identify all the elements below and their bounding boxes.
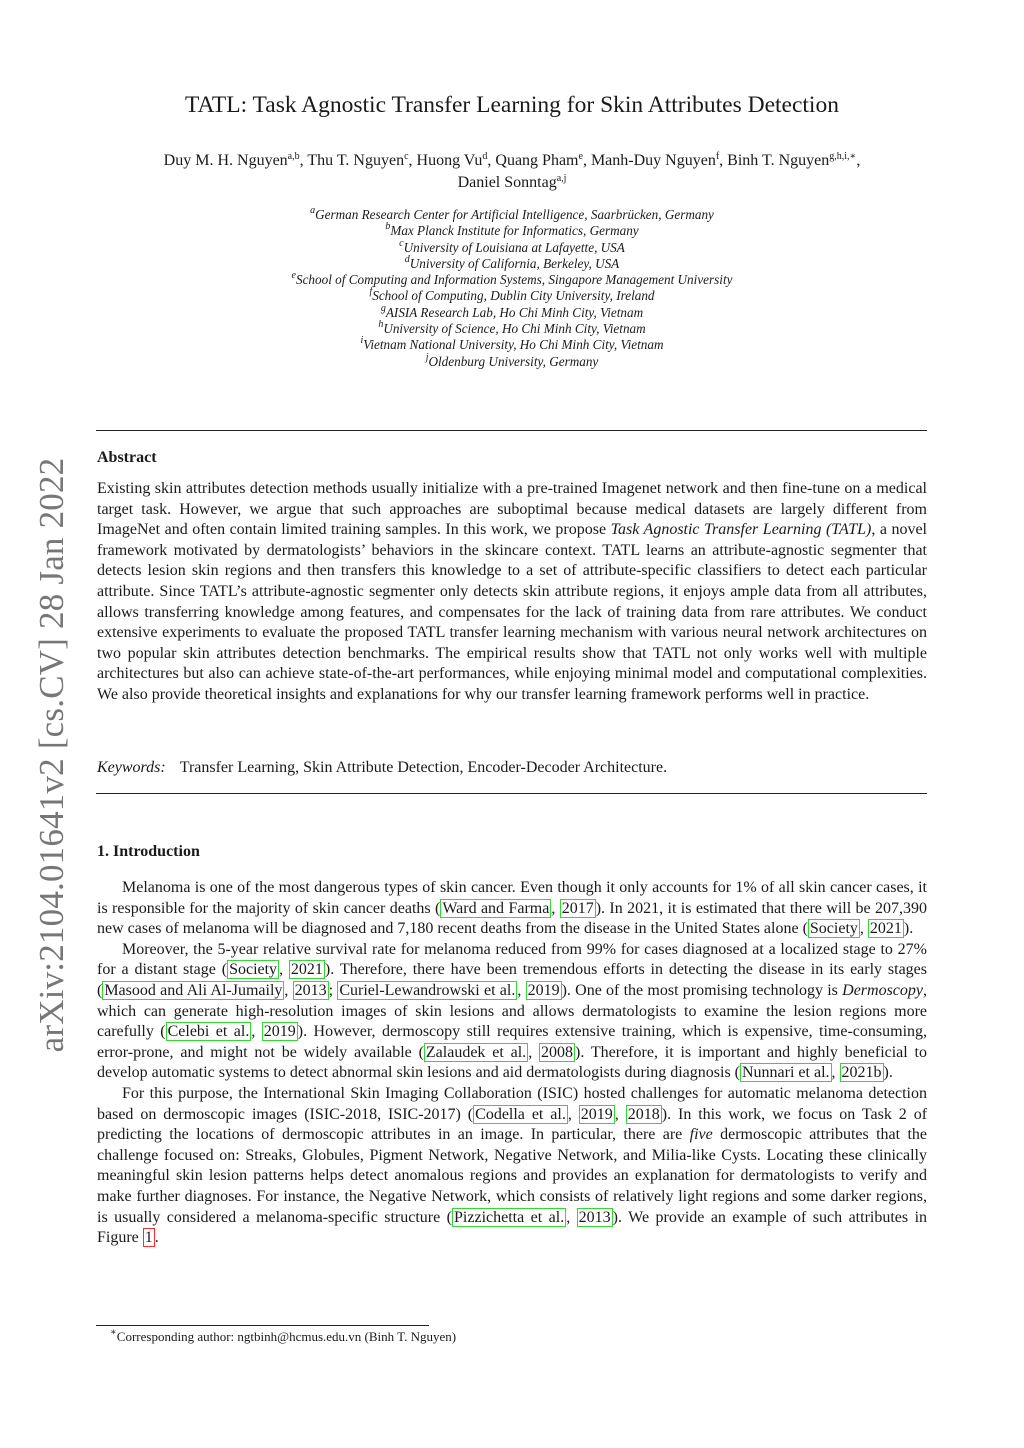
arxiv-identifier xyxy=(22,455,82,1055)
author-name: Duy M. H. Nguyen xyxy=(163,152,288,169)
citation-link[interactable]: 2018 xyxy=(627,1105,660,1123)
affiliation xyxy=(96,321,928,337)
intro-paragraph xyxy=(97,940,927,1084)
abstract-text: , a novel framework motivated by dermatologists’ behaviors in the skincare context. TATL learns an attribute-agnostic segmenter that detects lesion skin regions and then transfers this knowledge to a set of attribute-specific classifiers to detect each particular attribute. Since TATL’s attribute-agnostic segmenter only detects skin attribute regions, it enjoys ample data from all attributes, allows transferring knowledge among features, and compensates for the lack of training data from rare attributes. We conduct extensive experiments to evaluate the proposed TATL transfer learning mechanism with various neural network architectures on two popular skin attributes detection benchmarks. The empirical results show that TATL not only works well with multiple architectures but also can achieve state-of-the-art performances, while enjoying minimal model and computational complexities. We also provide theoretical insights and explanations for why our transfer learning framework performs well in practice. xyxy=(97,521,927,703)
intro-text: ). xyxy=(903,920,914,938)
intro-italic: five xyxy=(689,1126,713,1144)
section-heading-introduction: 1. Introduction xyxy=(97,843,200,860)
author-superscript: e xyxy=(578,151,583,162)
author-superscript: a,b xyxy=(287,151,300,162)
footnote-rule xyxy=(96,1325,429,1326)
intro-text: , xyxy=(551,899,560,917)
affiliation-text: AISIA Research Lab, Ho Chi Minh City, Vietnam xyxy=(385,304,644,320)
citation-link[interactable]: Zalaudek et al. xyxy=(425,1043,527,1061)
intro-text: , xyxy=(279,961,289,979)
affiliation xyxy=(96,207,928,223)
author-superscript: f xyxy=(715,151,720,162)
intro-text: ). One of the most promising technology is xyxy=(561,981,843,999)
citation-link[interactable]: Codella et al. xyxy=(475,1105,566,1123)
intro-text: , xyxy=(567,1105,579,1123)
abstract-heading: Abstract xyxy=(97,449,157,466)
intro-text: Moreover, the 5-year relative survival rate for melanoma reduced from 99% for cases diagnosed at a localized stage to 27% for a distant stage ( xyxy=(97,940,927,979)
affiliation-list xyxy=(96,207,928,370)
intro-text: , xyxy=(284,981,293,999)
citation-link[interactable]: Curiel-Lewandrowski et al. xyxy=(339,981,516,999)
intro-text: ). However, dermoscopy still requires extensive training, which is expensive, time-consuming, error-prone, and might not be widely available ( xyxy=(97,1023,928,1061)
intro-text: , xyxy=(517,981,526,999)
keywords-line xyxy=(97,759,927,777)
author xyxy=(591,152,719,169)
intro-text: ; xyxy=(328,981,338,999)
affiliation xyxy=(96,302,928,321)
intro-text: ). In this work, we focus on Task 2 of predicting the locations of dermoscopic attributes in an image. In particular, there are xyxy=(97,1105,928,1144)
intro-paragraph xyxy=(97,1084,927,1249)
affiliation-mark: b xyxy=(385,221,391,233)
author-name: Quang Pham xyxy=(495,152,579,169)
affiliation-mark: j xyxy=(425,351,429,363)
affiliation-text: Oldenburg University, Germany xyxy=(428,353,599,369)
affiliation xyxy=(96,272,928,288)
citation-link[interactable]: 2013 xyxy=(578,1208,611,1226)
affiliation-mark: f xyxy=(369,286,373,298)
intro-text: , xyxy=(566,1208,577,1226)
citation-link[interactable]: 2019 xyxy=(580,1105,613,1123)
intro-text: dermoscopic attributes that the challenge focused on: Streaks, Globules, Pigment Network, Negative Network, and Milia-like Cysts. Locating these clinically meaningful skin lesion patterns helps detect anomalous regions and provides an explanation for dermatologists to verify and make further diagnoses. For instance, the Negative Network, which consists of relatively light regions and some darker regions, is usually considered a melanoma-specific structure ( xyxy=(97,1126,928,1226)
abstract-italic: Task Agnostic Transfer Learning (TATL) xyxy=(610,521,872,539)
citation-link[interactable]: 2021 xyxy=(290,961,323,979)
affiliation-mark: d xyxy=(404,253,410,265)
bottom-rule xyxy=(96,793,927,794)
author-name: Daniel Sonntag xyxy=(457,174,557,191)
author-name: Thu T. Nguyen xyxy=(307,152,405,169)
intro-text: ). Therefore, there have been tremendous efforts in detecting the disease in its early stages ( xyxy=(97,961,928,999)
citation-link[interactable]: 2013 xyxy=(294,981,327,999)
affiliation-text: German Research Center for Artificial Intelligence, Saarbrücken, Germany xyxy=(315,207,714,222)
affiliation-text: Max Planck Institute for Informatics, Germany xyxy=(390,223,639,239)
affiliation-text: University of Science, Ho Chi Minh City, Vietnam xyxy=(383,321,646,337)
affiliation-text: School of Computing, Dublin City University, Ireland xyxy=(372,288,655,304)
keywords-text: Transfer Learning, Skin Attribute Detection, Encoder-Decoder Architecture. xyxy=(179,759,668,776)
citation-link[interactable]: 2019 xyxy=(263,1023,296,1041)
citation-link[interactable]: Society xyxy=(809,920,858,938)
introduction-body xyxy=(97,878,927,1249)
intro-text: , xyxy=(251,1023,262,1041)
paper-title: TATL: Task Agnostic Transfer Learning for Skin Attributes Detection xyxy=(185,92,839,118)
intro-text: , xyxy=(528,1043,540,1061)
intro-text: ). Therefore, it is important and highly beneficial to develop automatic systems to detect abnormal skin lesions and aid dermatologists during diagnosis ( xyxy=(97,1043,928,1082)
author-superscript: a,j xyxy=(556,173,567,184)
author-name: Manh-Duy Nguyen xyxy=(590,152,716,169)
author xyxy=(164,152,300,169)
keywords-label: Keywords: xyxy=(97,759,166,776)
citation-link[interactable]: 2008 xyxy=(541,1043,574,1061)
intro-text: ). We provide an example of such attributes in Figure xyxy=(97,1208,928,1247)
citation-link[interactable]: Nunnari et al. xyxy=(742,1064,830,1082)
affiliation-text: School of Computing and Information Systems, Singapore Management University xyxy=(295,272,733,288)
affiliation-text: University of Louisiana at Lafayette, USA xyxy=(403,239,625,255)
abstract-text: Existing skin attributes detection methods usually initialize with a pre-trained Imagenet network and then fine-tune on a medical target task. However, we argue that such approaches are suboptimal because medical datasets are largely different from ImageNet and often contain limited training samples. In this work, we propose xyxy=(97,480,927,539)
author xyxy=(458,174,567,191)
affiliation-mark: i xyxy=(360,335,364,347)
footnote-mark: ∗ xyxy=(110,1327,117,1338)
author xyxy=(307,152,408,169)
citation-link[interactable]: Society xyxy=(229,961,278,979)
author-list: Duy M. H. Nguyen$^{a,b}$, Thu T. Nguyen$^c$, Huong Vu$^d$, Quang Pham$^e$, Manh-Duy Nguyen$^f$, Binh T. Nguyen$^{g,h,i,∗}$, Daniel Sonntag$^{a,j}$ xyxy=(163,151,861,191)
intro-text: For this purpose, the International Skin Imaging Collaboration (ISIC) hosted challenges for automatic melanoma detection based on dermoscopic images (ISIC-2018, ISIC-2017) ( xyxy=(97,1084,927,1123)
intro-text: , xyxy=(614,1105,626,1123)
intro-text: . xyxy=(154,1229,159,1247)
arxiv-identifier-text: arXiv:2104.01641v2 [cs.CV] 28 Jan 2022 xyxy=(32,457,71,1053)
intro-italic: Dermoscopy xyxy=(842,981,924,999)
author xyxy=(417,152,488,169)
citation-link[interactable]: Masood and Ali Al-Jumaily xyxy=(104,981,283,999)
affiliation xyxy=(96,337,928,353)
abstract-body xyxy=(97,479,927,706)
citation-link[interactable]: 2021b xyxy=(841,1064,882,1082)
affiliation-mark: a xyxy=(310,205,316,216)
author-superscript: d xyxy=(482,151,488,162)
author-name: Huong Vu xyxy=(416,152,483,169)
affiliation-mark: h xyxy=(378,319,384,331)
intro-paragraph xyxy=(97,878,927,940)
author-superscript: g,h,i,∗ xyxy=(829,151,857,162)
footnote-text: Corresponding author: ngtbinh@hcmus.edu.vn (Binh T. Nguyen) xyxy=(116,1329,457,1344)
affiliation-mark: e xyxy=(291,270,296,282)
intro-text: , which can generate high-resolution images of skin lesions and allows dermatologists to examine the lesion regions more carefully ( xyxy=(97,981,928,1041)
top-rule xyxy=(96,430,927,431)
citation-link[interactable]: 2017 xyxy=(561,899,594,917)
intro-text: ). In 2021, it is estimated that there will be 207,390 new cases of melanoma will be diagnosed and 7,180 recent deaths from the disease in the United States alone ( xyxy=(97,899,928,938)
affiliation-text: Vietnam National University, Ho Chi Minh City, Vietnam xyxy=(363,337,664,353)
citation-link[interactable]: Celebi et al. xyxy=(167,1023,250,1041)
intro-text: ). xyxy=(883,1064,893,1082)
affiliation-text: University of California, Berkeley, USA xyxy=(409,255,620,271)
citation-link[interactable]: Pizzichetta et al. xyxy=(454,1208,565,1226)
citation-link[interactable]: Ward and Farma xyxy=(442,899,550,917)
affiliation xyxy=(96,351,928,370)
citation-link[interactable]: 2021 xyxy=(869,920,902,938)
affiliation-mark: c xyxy=(399,237,404,249)
affiliation xyxy=(96,253,928,272)
footnote xyxy=(110,1329,456,1345)
author xyxy=(727,152,856,169)
author-name: Binh T. Nguyen xyxy=(727,152,830,169)
intro-text: Melanoma is one of the most dangerous types of skin cancer. Even though it only accounts for 1% of all skin cancer cases, it is responsible for the majority of skin cancer deaths ( xyxy=(97,879,927,917)
author xyxy=(495,152,583,169)
intro-text: , xyxy=(859,920,868,938)
author-superscript: c xyxy=(404,151,409,162)
intro-text: , xyxy=(831,1064,840,1082)
affiliation xyxy=(96,237,928,256)
affiliation xyxy=(96,223,928,239)
affiliation-mark: g xyxy=(380,302,386,314)
affiliation xyxy=(96,288,928,304)
figure-ref-link[interactable]: 1 xyxy=(144,1229,153,1247)
citation-link[interactable]: 2019 xyxy=(527,981,560,999)
